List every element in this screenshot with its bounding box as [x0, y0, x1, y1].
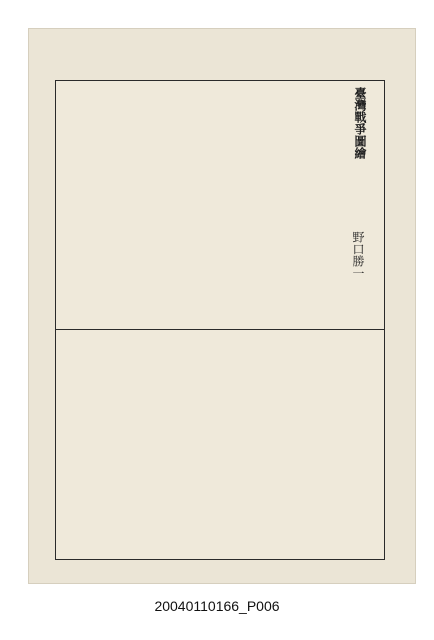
- text-frame: [55, 80, 385, 560]
- article-title: 臺灣戰爭圖繪: [353, 87, 367, 159]
- image-id-caption: 20040110166_P006: [154, 598, 280, 614]
- series-header: [369, 87, 380, 207]
- section-divider: [56, 329, 384, 330]
- author-name: 野口勝一: [351, 231, 365, 279]
